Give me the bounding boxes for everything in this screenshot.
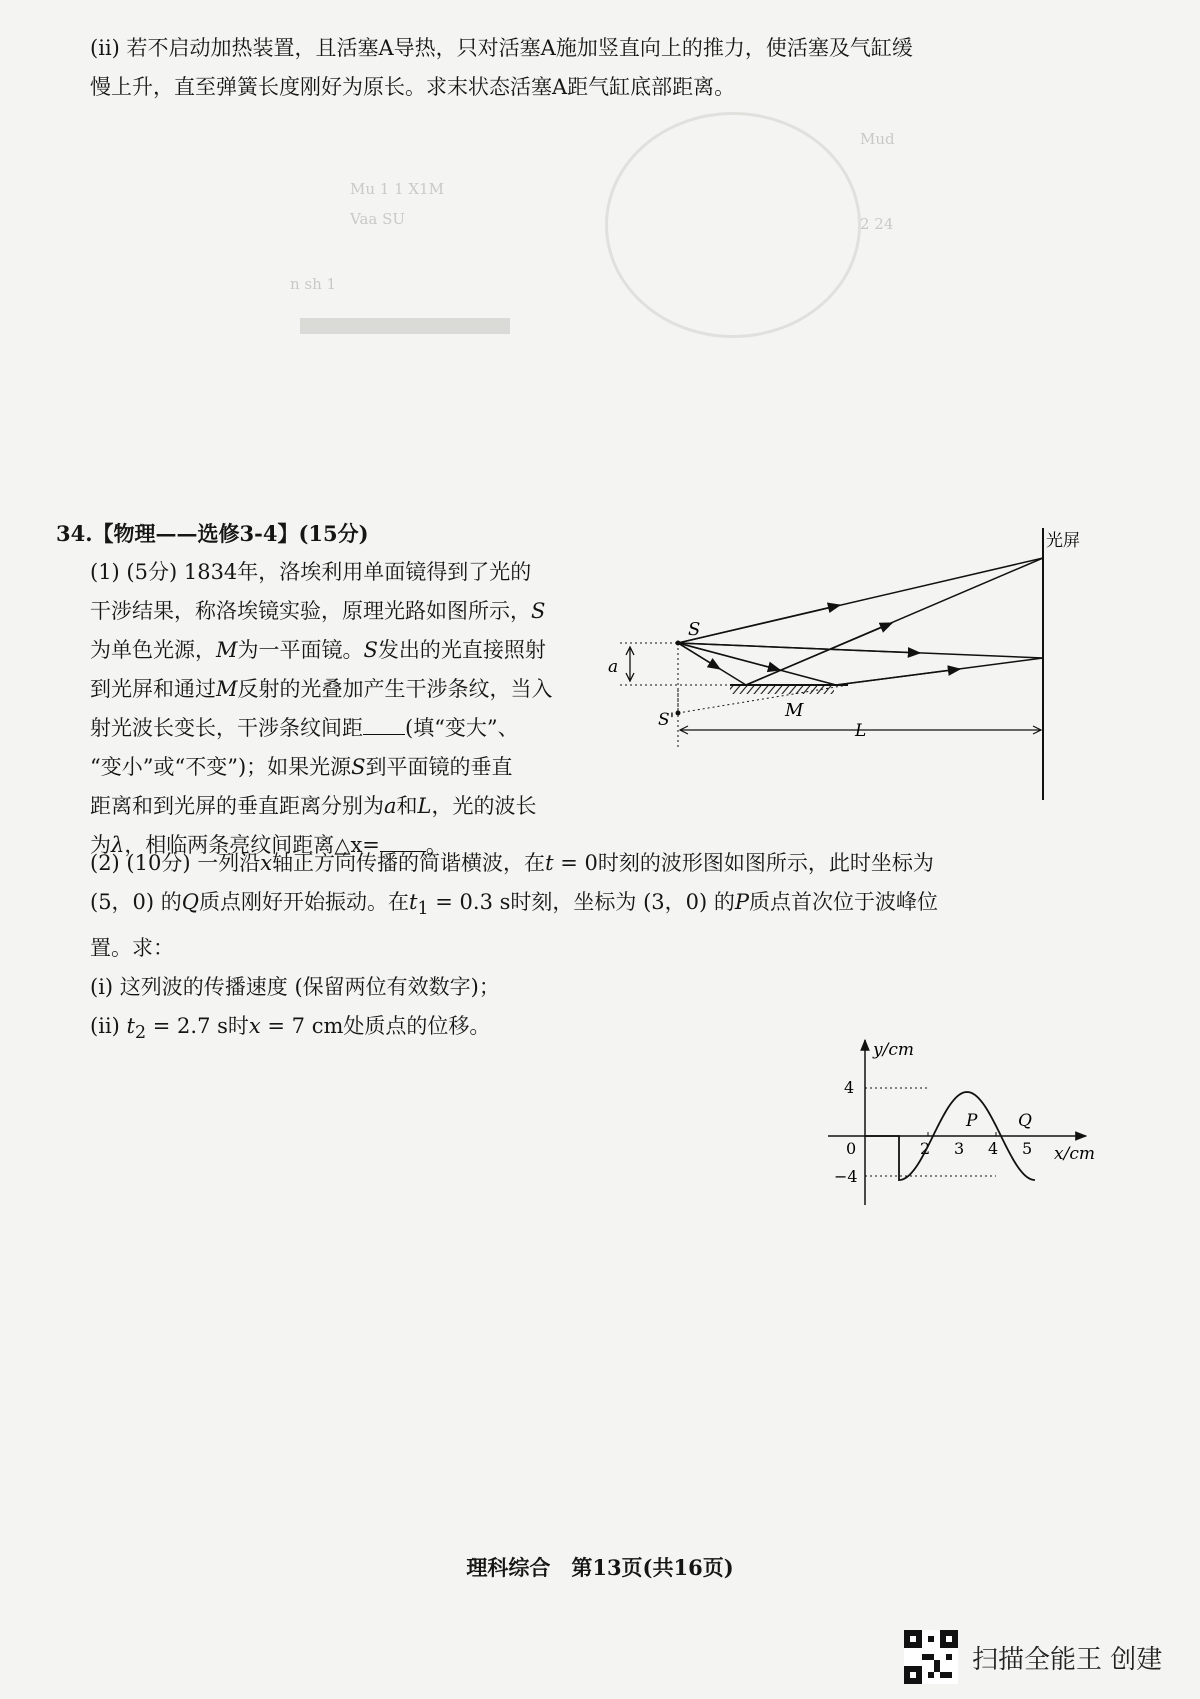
bleed-through-text: Mu 1 1 X1M <box>350 180 444 198</box>
bleed-through-text: Vaa SU <box>350 210 406 228</box>
text: “变小”或“不变”)；如果光源 <box>90 755 352 779</box>
text: (ⅱ) <box>90 1014 127 1039</box>
incident-ray-arrow <box>678 643 720 669</box>
text: 干涉结果，称洛埃镜实验，原理光路如图所示， <box>90 599 531 623</box>
dimension-l-label: L <box>855 721 867 741</box>
text: 轴正方向传播的简谐横波，在 <box>272 851 546 875</box>
scanner-watermark <box>904 1630 1162 1684</box>
question-34-part-2 <box>90 844 1130 1053</box>
text: 。 <box>425 833 447 857</box>
symbol: t <box>409 890 418 914</box>
text: (5，0) 的 <box>90 890 182 914</box>
text: (ⅰ) 这列波的传播速度 (保留两位有效数字)； <box>90 975 500 1000</box>
symbol: S <box>351 755 366 779</box>
bleed-through-text: n sh 1 <box>290 275 337 293</box>
question-34-part-1 <box>90 553 650 865</box>
text-line <box>90 883 1130 929</box>
x-tick-label: 2 <box>920 1139 931 1158</box>
text: 为一平面镜。 <box>237 638 364 662</box>
text-line <box>90 631 650 670</box>
text: ，光的波长 <box>431 794 537 818</box>
y-max-label: 4 <box>844 1078 855 1097</box>
symbol: x <box>248 1014 261 1039</box>
text-line <box>90 553 650 592</box>
reflected-ray-arrow <box>746 623 892 685</box>
answer-blank[interactable] <box>363 734 405 735</box>
text-line <box>90 592 650 631</box>
direct-ray-arrow <box>678 605 840 643</box>
symbol: L <box>417 794 432 818</box>
symbol: S <box>531 599 546 623</box>
mirror-hatching <box>730 686 834 694</box>
text: 发出的光直接照射 <box>377 638 546 662</box>
screen-label: 光屏 <box>1046 531 1080 551</box>
point-q-label: Q <box>1018 1111 1032 1131</box>
symbol: P <box>734 890 750 914</box>
dimension-a-label: a <box>608 657 619 677</box>
text-line <box>90 709 650 748</box>
bleed-through-text: 2 24 <box>860 215 894 233</box>
symbol: t <box>126 1014 135 1039</box>
x-tick-label: 4 <box>988 1139 999 1158</box>
text: = 2.7 s时 <box>146 1014 249 1039</box>
y-min-label: −4 <box>834 1167 858 1186</box>
subscript: 2 <box>134 1023 147 1044</box>
text-line <box>90 844 1130 883</box>
text: 距离和到光屏的垂直距离分别为 <box>90 794 384 818</box>
qr-code-icon <box>904 1630 958 1684</box>
symbol: M <box>216 677 238 701</box>
symbol: a <box>384 794 397 818</box>
text: (1) (5分) 1834年，洛埃利用单面镜得到了光的 <box>90 560 532 584</box>
page-footer: 理科综合 第13页(共16页) <box>466 1555 734 1580</box>
question-34-heading: 34.【物理——选修3-4】(15分) <box>56 521 369 546</box>
text-line <box>90 929 1130 968</box>
text-line <box>90 670 650 709</box>
reflected-ray-arrow <box>836 669 960 685</box>
symbol: S <box>363 638 378 662</box>
image-source-label: S' <box>658 710 675 730</box>
mirror-label: M <box>785 700 804 721</box>
text: 置。求： <box>90 936 174 961</box>
bleed-through-bar <box>300 318 510 334</box>
x-tick-label: 3 <box>954 1139 965 1158</box>
point-p-label: P <box>966 1111 978 1131</box>
bleed-through-circle <box>605 112 861 338</box>
scanner-text: 扫描全能王 创建 <box>972 1644 1163 1675</box>
text: 到光屏和通过 <box>90 677 216 701</box>
text: ，相临两条亮纹间距离 <box>124 833 335 857</box>
text-line: 慢上升，直至弹簧长度刚好为原长。求末状态活塞A距气缸底部距离。 <box>90 75 736 99</box>
text: 质点首次位于波峰位 <box>749 890 939 914</box>
origin-label: 0 <box>846 1139 857 1158</box>
text: (填“变大”、 <box>405 716 519 740</box>
text: (2) (10分) 一列沿 <box>90 851 261 875</box>
x-tick-label: 5 <box>1022 1139 1033 1158</box>
text: 质点刚好开始振动。在 <box>199 890 410 914</box>
symbol: x <box>260 851 273 875</box>
symbol: Q <box>181 890 200 914</box>
lloyd-mirror-diagram <box>608 520 1100 820</box>
text: 和 <box>396 794 418 818</box>
text: 为 <box>90 833 111 857</box>
text: 到平面镜的垂直 <box>365 755 513 779</box>
bleed-through-text: Mud <box>860 130 895 148</box>
y-axis-label: y/cm <box>873 1040 914 1060</box>
symbol: △x= <box>334 833 380 857</box>
source-label: S <box>688 619 701 640</box>
text-line <box>90 968 1130 1007</box>
text: 为单色光源， <box>90 638 216 662</box>
text: = 0时刻的波形图如图所示，此时坐标为 <box>553 851 934 875</box>
text: 射光波长变长，干涉条纹间距 <box>90 716 363 740</box>
direct-ray-arrow <box>678 643 920 653</box>
symbol: λ <box>111 833 125 857</box>
symbol: M <box>216 638 238 662</box>
wave-graph <box>818 1035 1108 1215</box>
text: 反射的光叠加产生干涉条纹，当入 <box>237 677 553 701</box>
text: = 7 cm处质点的位移。 <box>260 1014 491 1039</box>
symbol: t <box>545 851 554 875</box>
text-line <box>90 787 650 826</box>
text-line: (ⅱ) 若不启动加热装置，且活塞A导热，只对活塞A施加竖直向上的推力，使活塞及气缸缓 <box>90 36 913 60</box>
x-axis-label: x/cm <box>1054 1144 1095 1164</box>
text: = 0.3 s时刻，坐标为 (3，0) 的 <box>428 890 735 914</box>
subscript: 1 <box>417 899 429 920</box>
text-line <box>90 748 650 787</box>
previous-question-part <box>90 29 913 107</box>
